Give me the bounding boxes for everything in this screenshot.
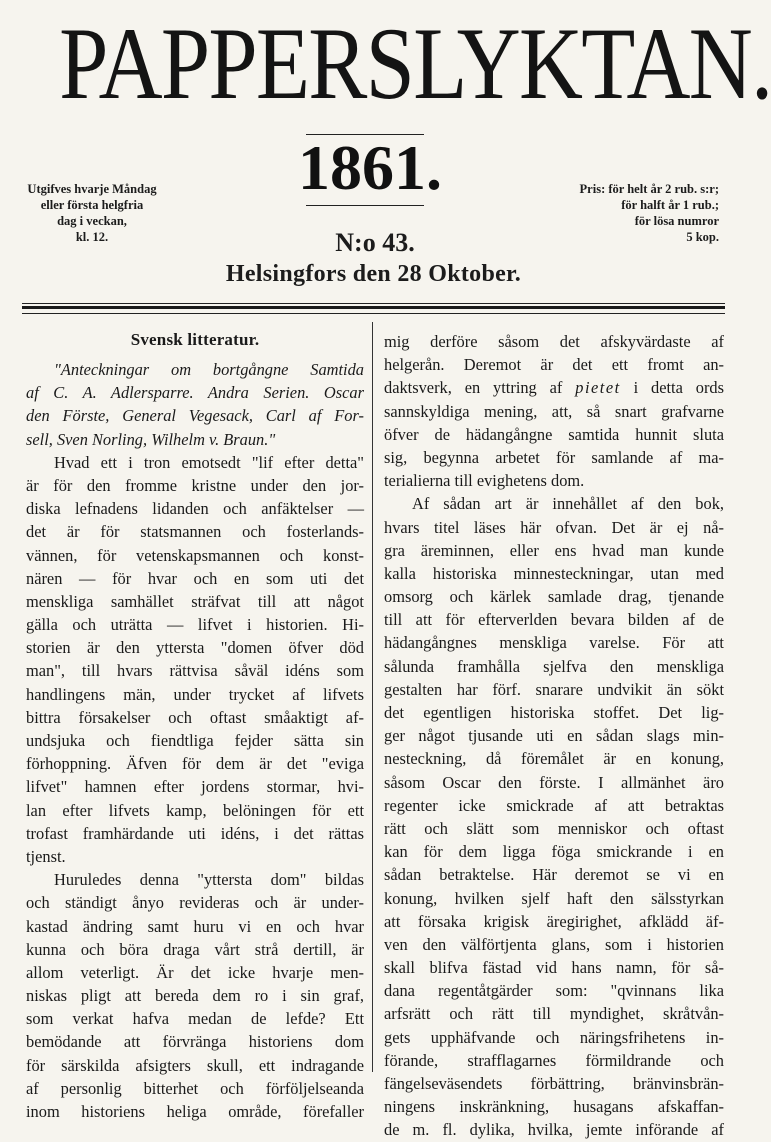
text-line: Hvad ett i tron emotsedt "lif efter detta" <box>54 452 364 472</box>
text-line: ven den välförtjenta glans, som i historien <box>384 934 724 954</box>
text-line: och ständigt ånyo revideras och är under- <box>26 893 364 913</box>
text-line: nären — för hvar och en som uti det <box>26 568 364 588</box>
text-line: omsorg och kärlek samlade drag, tjenande <box>384 587 724 607</box>
text-line: man", till hvars rättvisa såväl idéns som <box>26 661 364 681</box>
text-line: rätt och slätt som menniskor och oftast <box>384 818 724 838</box>
text-line: som verkat hafva medan de lefde? Ett <box>26 1009 364 1029</box>
text-line: öfver de hädangångne samtida hunnit sluta <box>384 424 724 444</box>
header-rule-thin-lower <box>22 313 725 314</box>
text-line: sålunda framhålla sjelfva den menskliga <box>384 656 724 676</box>
header-rule-thick <box>22 306 725 309</box>
text-line: kastad ändring samt huru vi en och hvar <box>26 916 364 936</box>
text-line: hvars titel läses här ofvan. Det är ej nå- <box>384 517 724 537</box>
price-line: för halft år 1 rub.; <box>621 198 719 212</box>
year: 1861. <box>298 132 442 203</box>
text-line: Af sådan art är innehållet af den bok, <box>412 494 724 514</box>
text-line: helgerån. Deremot är det ett fromt an- <box>384 355 724 375</box>
text-line: fängelseväsendets förbättring, bränvinsbrän- <box>384 1074 724 1093</box>
text-line: sannskyldiga mening, att, så snart grafvarne <box>384 401 724 421</box>
text-line: Huruledes denna "yttersta dom" bildas <box>54 870 364 890</box>
text-line: kunna och böra draga vårt strå dertill, är <box>26 939 364 959</box>
text-line: sig, begynna arbetet för samlande af ma- <box>384 447 724 467</box>
text-line: sådan betraktelse. Här deremot se vi en <box>384 865 724 885</box>
text-line: skall blifva fästad vid hans namn, för så- <box>384 958 724 978</box>
text-line: trofast framhärdande uti idéns, i det rättas <box>26 823 364 843</box>
text-line: handlingens män, under trycket af lifvets <box>26 684 364 704</box>
text-line: förande, strafflagarnes förmildrande och <box>384 1050 724 1070</box>
text-line: såsom Oscar den förste. I allmänhet äro <box>384 772 724 792</box>
text-fragment: i detta ords <box>633 378 724 398</box>
text-line: lifvet" hamnen efter jordens stormar, hvi- <box>26 777 364 797</box>
text-line: tjenst. <box>26 846 66 866</box>
citation-line: af C. A. Adlersparre. Andra Serien. Oscar <box>26 383 364 403</box>
text-line: allom veterligt. Är det icke hvarje men- <box>26 962 364 982</box>
text-line: inom historiens heliga område, förefaller <box>26 1102 364 1121</box>
header-rule-thin <box>22 303 725 304</box>
text-line: hädangångnes menskliga varelse. För att <box>384 633 724 653</box>
citation-line: den Förste, General Vegesack, Carl af For- <box>26 406 364 426</box>
citation-line: sell, Sven Norling, Wilhelm v. Braun." <box>26 429 276 449</box>
text-line: mig derföre såsom det afskyvärdaste af <box>384 332 724 351</box>
text-line: för särskilda afsigters skull, ett indragande <box>26 1055 364 1075</box>
text-line: bittra försakelser och oftast småaktigt af- <box>26 707 364 727</box>
text-line: gestalten har förf. snarare undvikit än sökt <box>384 679 724 699</box>
text-fragment: daktsverk, en yttring af <box>384 378 563 398</box>
masthead-title: PAPPERSLYKTAN. <box>59 7 771 121</box>
schedule-line: kl. 12. <box>75 230 109 244</box>
year-rule-bottom <box>306 205 424 206</box>
text-line: undsjuka och fiendtliga fejder sätta sin <box>26 731 364 750</box>
place-date: Helsingfors den 28 Oktober. <box>225 261 522 287</box>
text-line: det egentligen historiska stoffet. Det lig- <box>384 703 724 722</box>
emphasized-word: pietet <box>575 378 621 398</box>
text-line: ger något tjusande uti en sådan slags min- <box>384 726 724 746</box>
text-line: vännen, för vetenskapsmannen och konst- <box>26 545 364 565</box>
text-line: af personlig bitterhet och förföljelseanda <box>26 1078 364 1098</box>
text-line: kan för dem ligga föga smickrande i en <box>384 842 724 862</box>
text-line: dana regentåtgärder som: "qvinnans lika <box>384 981 724 1001</box>
text-line: det är för statsmannen och fosterlands- <box>26 522 364 542</box>
schedule-line: eller första helgfria <box>40 198 144 212</box>
text-line: de m. fl. dylika, hvilka, jemte införande af <box>384 1120 724 1140</box>
text-line: konung, hvilken sjelf haft den sälsstyrkan <box>384 888 724 908</box>
text-line: bemödande att förvränga historiens dom <box>26 1032 364 1052</box>
text-line: förhoppning. Äfven för dem är det "eviga <box>26 754 364 774</box>
price-line: 5 kop. <box>686 230 719 244</box>
text-line: storien är den yttersta "domen öfver död <box>26 638 364 658</box>
text-line: gets upphäfvande och näringsfrihetens in- <box>384 1027 724 1047</box>
text-line: ningens inskränkning, husagans afskaffan- <box>384 1097 724 1117</box>
text-line <box>384 376 724 399</box>
price-info <box>529 181 719 245</box>
text-line: att försaka krigisk äregirighet, afklädd äf- <box>384 911 724 931</box>
schedule-line: dag i veckan, <box>57 214 127 228</box>
citation-line: "Anteckningar om bortgångne Samtida <box>54 360 364 379</box>
text-line: terialierna till evighetens dom. <box>384 471 585 491</box>
publication-schedule <box>22 181 162 245</box>
article-column-left <box>26 328 364 1123</box>
issue-number: N:o 43. <box>335 228 415 257</box>
text-line: menskliga samhället sträfvat till att något <box>26 591 364 611</box>
text-line: regenter icke smickrade af att betraktas <box>384 795 724 815</box>
schedule-line: Utgifves hvarje Måndag <box>27 182 157 196</box>
text-line: gälla och uträtta — lifvet i historien. Hi- <box>26 615 364 635</box>
price-line: för lösa numror <box>634 214 719 228</box>
text-line: arfsrätt och rätt till myndighet, skråtvån- <box>384 1004 724 1024</box>
text-line: niskas pligt att bereda dem ro i sin graf, <box>26 986 364 1006</box>
article-column-right <box>384 330 724 1142</box>
text-line: är för den fromme kristne under den jor- <box>26 475 364 495</box>
text-line: till att för efterverlden bevara bilden af de <box>384 610 724 630</box>
text-line: kalla historiska minnesteckningar, utan med <box>384 563 724 583</box>
text-line: gra äreminnen, eller ens hvad man kunde <box>384 540 724 560</box>
article-heading: Svensk litteratur. <box>130 330 260 349</box>
text-line: lan efter lifvets kamp, belöningen för ett <box>26 800 364 820</box>
year-rule-top <box>306 134 424 135</box>
column-divider <box>372 322 373 1072</box>
price-line: Pris: för helt år 2 rub. s:r; <box>579 182 719 196</box>
text-line: diska lefnadens lidanden och anfäktelser — <box>26 499 364 519</box>
text-line: nesteckning, då föremålet är en konung, <box>384 749 724 769</box>
